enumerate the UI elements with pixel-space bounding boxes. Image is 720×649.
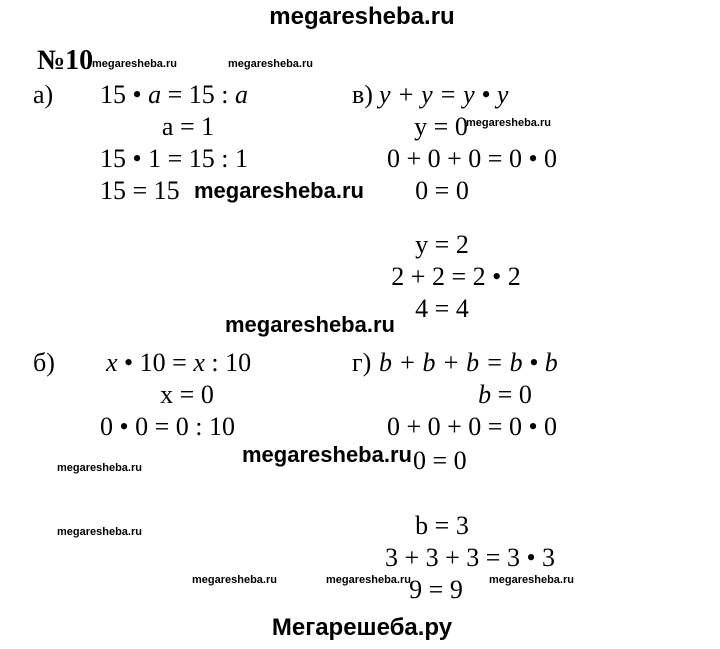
watermark-small: megaresheba.ru: [326, 574, 411, 586]
part-a-equation: 15 • a = 15 : a: [100, 80, 248, 109]
watermark-small: megaresheba.ru: [228, 58, 313, 70]
part-g-result-1: 0 = 0: [413, 446, 467, 475]
part-v-label: в): [352, 80, 373, 109]
watermark-small: megaresheba.ru: [92, 58, 177, 70]
watermark-big: megaresheba.ru: [194, 178, 364, 203]
part-v-result-1: 0 = 0: [415, 176, 469, 205]
part-b-equation: x • 10 = x : 10: [106, 348, 252, 377]
part-v-check-1: 0 + 0 + 0 = 0 • 0: [386, 144, 558, 173]
problem-number: №10: [37, 45, 94, 76]
part-b-substitution: x = 0: [160, 380, 214, 409]
part-v-equation: y + y = y • y: [379, 80, 509, 109]
part-a-substitution: a = 1: [161, 112, 215, 141]
watermark-small: megaresheba.ru: [192, 574, 277, 586]
part-g-label: г): [352, 348, 372, 377]
watermark-big: megaresheba.ru: [225, 312, 395, 337]
watermark-big: megaresheba.ru: [242, 442, 412, 467]
part-g-substitution-2: b = 3: [415, 511, 469, 540]
watermark-small: megaresheba.ru: [489, 574, 574, 586]
watermark-small: megaresheba.ru: [57, 526, 142, 538]
part-g-check-1: 0 + 0 + 0 = 0 • 0: [386, 412, 558, 441]
part-b-check: 0 • 0 = 0 : 10: [100, 412, 235, 441]
part-g-check-2: 3 + 3 + 3 = 3 • 3: [384, 543, 556, 572]
part-g-result-2: 9 = 9: [409, 575, 463, 604]
watermark-small: megaresheba.ru: [466, 117, 551, 129]
part-a-check: 15 • 1 = 15 : 1: [100, 144, 248, 173]
part-v-result-2: 4 = 4: [415, 294, 469, 323]
part-g-equation: b + b + b = b • b: [379, 348, 558, 377]
part-a-result: 15 = 15: [100, 176, 180, 205]
header-site-title: megaresheba.ru: [269, 3, 455, 30]
part-v-check-2: 2 + 2 = 2 • 2: [391, 262, 521, 291]
watermark-small: megaresheba.ru: [57, 462, 142, 474]
part-a-label: а): [33, 80, 54, 109]
part-v-substitution-2: y = 2: [415, 230, 469, 259]
part-b-label: б): [33, 348, 55, 377]
part-v-substitution-1: y = 0: [414, 112, 468, 141]
footer-site-name: Мегарешеба.ру: [271, 614, 453, 641]
part-g-substitution-1: b = 0: [478, 380, 532, 409]
